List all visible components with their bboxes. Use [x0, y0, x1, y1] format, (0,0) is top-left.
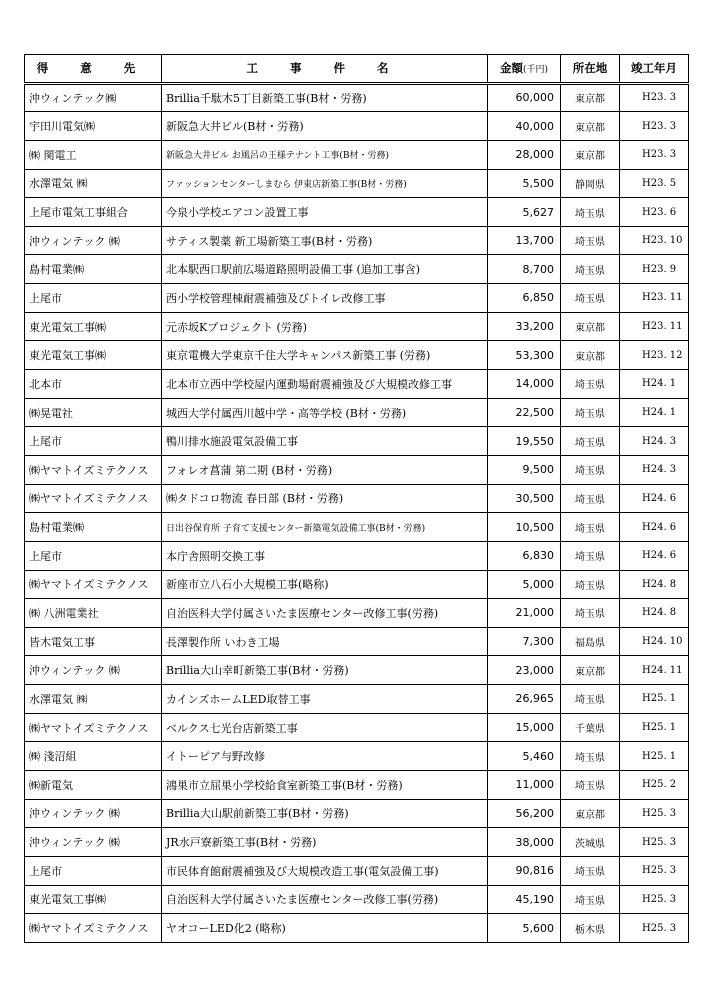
location-cell: 東京都 [561, 112, 620, 141]
client-cell: 上尾市電気工事組合 [25, 198, 162, 227]
completion-cell: H24. 1 [620, 370, 689, 399]
project-cell: 新座市立八石小大規模工事(略称) [162, 570, 488, 599]
completion-cell: H24. 3 [620, 455, 689, 484]
location-cell: 埼玉県 [561, 742, 620, 771]
table-row [25, 341, 689, 370]
completion-cell: H24. 8 [620, 599, 689, 628]
location-cell: 福島県 [561, 627, 620, 656]
completion-cell: H24. 3 [620, 427, 689, 456]
client-cell: ㈱ヤマトイズミテクノス [25, 914, 162, 943]
table-row [25, 856, 689, 885]
table-row [25, 828, 689, 857]
completion-cell: H25. 1 [620, 742, 689, 771]
amount-header-label: 金額 [499, 61, 523, 76]
client-cell: 東光電気工事㈱ [25, 885, 162, 914]
location-cell: 埼玉県 [561, 541, 620, 570]
amount-cell: 28,000 [488, 140, 561, 169]
client-cell: ㈱ヤマトイズミテクノス [25, 570, 162, 599]
location-cell: 千葉県 [561, 713, 620, 742]
project-cell: サティス製薬 新工場新築工事(B材・労務) [162, 226, 488, 255]
location-cell: 埼玉県 [561, 427, 620, 456]
client-cell: ㈱ヤマトイズミテクノス [25, 455, 162, 484]
table-row [25, 370, 689, 399]
amount-cell: 38,000 [488, 828, 561, 857]
location-cell: 埼玉県 [561, 685, 620, 714]
table-row [25, 455, 689, 484]
project-table [24, 54, 689, 943]
completion-cell: H23. 10 [620, 226, 689, 255]
client-cell: ㈱新電気 [25, 771, 162, 800]
project-cell: 鴨川排水施設電気設備工事 [162, 427, 488, 456]
amount-cell: 21,000 [488, 599, 561, 628]
completion-cell: H25. 3 [620, 856, 689, 885]
amount-cell: 5,500 [488, 169, 561, 198]
client-cell: 上尾市 [25, 427, 162, 456]
location-cell: 埼玉県 [561, 570, 620, 599]
project-cell: 新阪急大井ビル(B材・労務) [162, 112, 488, 141]
table-row [25, 198, 689, 227]
location-cell: 埼玉県 [561, 398, 620, 427]
table-row [25, 570, 689, 599]
completion-cell: H24. 1 [620, 398, 689, 427]
location-cell: 埼玉県 [561, 226, 620, 255]
location-cell: 東京都 [561, 656, 620, 685]
completion-cell: H24. 8 [620, 570, 689, 599]
project-cell: Brillia大山駅前新築工事(B材・労務) [162, 799, 488, 828]
location-cell: 埼玉県 [561, 885, 620, 914]
location-cell: 東京都 [561, 341, 620, 370]
amount-cell: 9,500 [488, 455, 561, 484]
location-cell: 東京都 [561, 312, 620, 341]
table-row [25, 427, 689, 456]
completion-cell: H23. 9 [620, 255, 689, 284]
project-cell: イトーピア与野改修 [162, 742, 488, 771]
client-cell: 上尾市 [25, 856, 162, 885]
completion-cell: H25. 1 [620, 685, 689, 714]
completion-cell: H23. 3 [620, 112, 689, 141]
amount-cell: 6,850 [488, 284, 561, 313]
location-cell: 埼玉県 [561, 255, 620, 284]
client-cell: 上尾市 [25, 284, 162, 313]
table-row [25, 713, 689, 742]
client-cell: 宇田川電気㈱ [25, 112, 162, 141]
client-cell: 沖ウィンテック ㈱ [25, 799, 162, 828]
project-cell: JR水戸寮新築工事(B材・労務) [162, 828, 488, 857]
completion-cell: H23. 11 [620, 312, 689, 341]
table-body [25, 83, 689, 942]
table-row [25, 284, 689, 313]
table-row [25, 169, 689, 198]
completion-cell: H24. 6 [620, 513, 689, 542]
amount-header [488, 55, 561, 84]
amount-cell: 5,600 [488, 914, 561, 943]
project-cell: 長澤製作所 いわき工場 [162, 627, 488, 656]
completion-cell: H24. 6 [620, 541, 689, 570]
amount-cell: 13,700 [488, 226, 561, 255]
location-cell: 埼玉県 [561, 513, 620, 542]
project-cell: カインズホームLED取替工事 [162, 685, 488, 714]
amount-cell: 40,000 [488, 112, 561, 141]
project-cell: 今泉小学校エアコン設置工事 [162, 198, 488, 227]
amount-cell: 11,000 [488, 771, 561, 800]
table-row [25, 627, 689, 656]
amount-cell: 14,000 [488, 370, 561, 399]
client-cell: ㈱ヤマトイズミテクノス [25, 713, 162, 742]
project-cell: 北本駅西口駅前広場道路照明設備工事 (追加工事含) [162, 255, 488, 284]
location-header: 所在地 [561, 55, 620, 84]
table-row [25, 312, 689, 341]
table-row [25, 226, 689, 255]
client-header: 得 意 先 [25, 55, 162, 84]
table-row [25, 513, 689, 542]
client-cell: 東光電気工事㈱ [25, 312, 162, 341]
location-cell: 埼玉県 [561, 198, 620, 227]
amount-cell: 53,300 [488, 341, 561, 370]
client-cell: 島村電業㈱ [25, 255, 162, 284]
completion-cell: H24. 10 [620, 627, 689, 656]
table-row [25, 742, 689, 771]
client-cell: ㈱ヤマトイズミテクノス [25, 484, 162, 513]
amount-cell: 7,300 [488, 627, 561, 656]
location-cell: 茨城県 [561, 828, 620, 857]
table-row [25, 484, 689, 513]
amount-cell: 45,190 [488, 885, 561, 914]
location-cell: 東京都 [561, 799, 620, 828]
project-cell: 鴻巣市立屈巣小学校給食室新築工事(B材・労務) [162, 771, 488, 800]
location-cell: 埼玉県 [561, 484, 620, 513]
client-cell: ㈱ 淺沼組 [25, 742, 162, 771]
table-row [25, 398, 689, 427]
project-header: 工 事 件 名 [162, 55, 488, 84]
location-cell: 埼玉県 [561, 284, 620, 313]
table-row [25, 140, 689, 169]
table-row [25, 914, 689, 943]
amount-cell: 5,627 [488, 198, 561, 227]
project-cell: 城西大学付属西川越中学・高等学校 (B材・労務) [162, 398, 488, 427]
client-cell: ㈱ 八洲電業社 [25, 599, 162, 628]
project-cell: 新阪急大井ビル お風呂の王様テナント工事(B材・労務) [162, 140, 488, 169]
completion-cell: H25. 3 [620, 914, 689, 943]
amount-cell: 23,000 [488, 656, 561, 685]
location-cell: 埼玉県 [561, 455, 620, 484]
completion-cell: H24. 6 [620, 484, 689, 513]
project-cell: 本庁舎照明交換工事 [162, 541, 488, 570]
client-cell: 沖ウィンテック ㈱ [25, 656, 162, 685]
location-cell: 栃木県 [561, 914, 620, 943]
location-cell: 埼玉県 [561, 771, 620, 800]
amount-cell: 5,000 [488, 570, 561, 599]
project-cell: 東京電機大学東京千住大学キャンパス新築工事 (労務) [162, 341, 488, 370]
table-row [25, 541, 689, 570]
amount-cell: 5,460 [488, 742, 561, 771]
client-cell: 水澤電気 ㈱ [25, 169, 162, 198]
amount-cell: 8,700 [488, 255, 561, 284]
project-cell: ファッションセンターしまむら 伊東店新築工事(B材・労務) [162, 169, 488, 198]
client-cell: 北本市 [25, 370, 162, 399]
project-cell: ヤオコーLED化2 (略称) [162, 914, 488, 943]
completion-cell: H23. 3 [620, 83, 689, 112]
client-cell: 上尾市 [25, 541, 162, 570]
table-row [25, 685, 689, 714]
client-cell: 東光電気工事㈱ [25, 341, 162, 370]
amount-unit: (千円) [522, 65, 549, 76]
table-row [25, 255, 689, 284]
header-row [25, 55, 689, 84]
completion-header: 竣工年月 [620, 55, 689, 84]
completion-cell: H23. 6 [620, 198, 689, 227]
client-cell: 沖ウィンテック ㈱ [25, 828, 162, 857]
completion-cell: H23. 3 [620, 140, 689, 169]
location-cell: 東京都 [561, 140, 620, 169]
client-cell: 水澤電気 ㈱ [25, 685, 162, 714]
amount-cell: 22,500 [488, 398, 561, 427]
amount-cell: 19,550 [488, 427, 561, 456]
location-cell: 埼玉県 [561, 856, 620, 885]
completion-cell: H25. 3 [620, 828, 689, 857]
location-cell: 埼玉県 [561, 599, 620, 628]
location-cell: 東京都 [561, 83, 620, 112]
amount-cell: 26,965 [488, 685, 561, 714]
amount-cell: 10,500 [488, 513, 561, 542]
amount-cell: 90,816 [488, 856, 561, 885]
project-cell: 西小学校管理棟耐震補強及びトイレ改修工事 [162, 284, 488, 313]
project-cell: ベルクス七光台店新築工事 [162, 713, 488, 742]
project-cell: Brillia千駄木5丁目新築工事(B材・労務) [162, 83, 488, 112]
project-cell: 市民体育館耐震補強及び大規模改造工事(電気設備工事) [162, 856, 488, 885]
table-row [25, 112, 689, 141]
client-cell: ㈱ 関電工 [25, 140, 162, 169]
completion-cell: H23. 5 [620, 169, 689, 198]
project-cell: 北本市立西中学校屋内運動場耐震補強及び大規模改修工事 [162, 370, 488, 399]
amount-cell: 15,000 [488, 713, 561, 742]
table-row [25, 656, 689, 685]
amount-cell: 30,500 [488, 484, 561, 513]
project-cell: 日出谷保育所 子育て支援センター新築電気設備工事(B材・労務) [162, 513, 488, 542]
client-cell: 皆木電気工事 [25, 627, 162, 656]
client-cell: 島村電業㈱ [25, 513, 162, 542]
client-cell: 沖ウィンテック ㈱ [25, 226, 162, 255]
amount-cell: 60,000 [488, 83, 561, 112]
completion-cell: H25. 1 [620, 713, 689, 742]
completion-cell: H23. 11 [620, 284, 689, 313]
table-row [25, 885, 689, 914]
completion-cell: H25. 3 [620, 799, 689, 828]
completion-cell: H25. 3 [620, 885, 689, 914]
project-cell: ㈱タドコロ物流 春日部 (B材・労務) [162, 484, 488, 513]
table-row [25, 771, 689, 800]
location-cell: 埼玉県 [561, 370, 620, 399]
amount-cell: 56,200 [488, 799, 561, 828]
amount-cell: 33,200 [488, 312, 561, 341]
location-cell: 静岡県 [561, 169, 620, 198]
table-row [25, 599, 689, 628]
client-cell: 沖ウィンテック㈱ [25, 83, 162, 112]
project-cell: フォレオ菖蒲 第二期 (B材・労務) [162, 455, 488, 484]
completion-cell: H24. 11 [620, 656, 689, 685]
project-cell: 自治医科大学付属さいたま医療センター改修工事(労務) [162, 885, 488, 914]
project-cell: Brillia大山幸町新築工事(B材・労務) [162, 656, 488, 685]
table-row [25, 83, 689, 112]
project-cell: 自治医科大学付属さいたま医療センター改修工事(労務) [162, 599, 488, 628]
table-row [25, 799, 689, 828]
project-record-sheet [24, 54, 688, 943]
completion-cell: H25. 2 [620, 771, 689, 800]
project-cell: 元赤坂Kプロジェクト (労務) [162, 312, 488, 341]
table-header [25, 55, 689, 84]
completion-cell: H23. 12 [620, 341, 689, 370]
amount-cell: 6,830 [488, 541, 561, 570]
client-cell: ㈱晃電社 [25, 398, 162, 427]
